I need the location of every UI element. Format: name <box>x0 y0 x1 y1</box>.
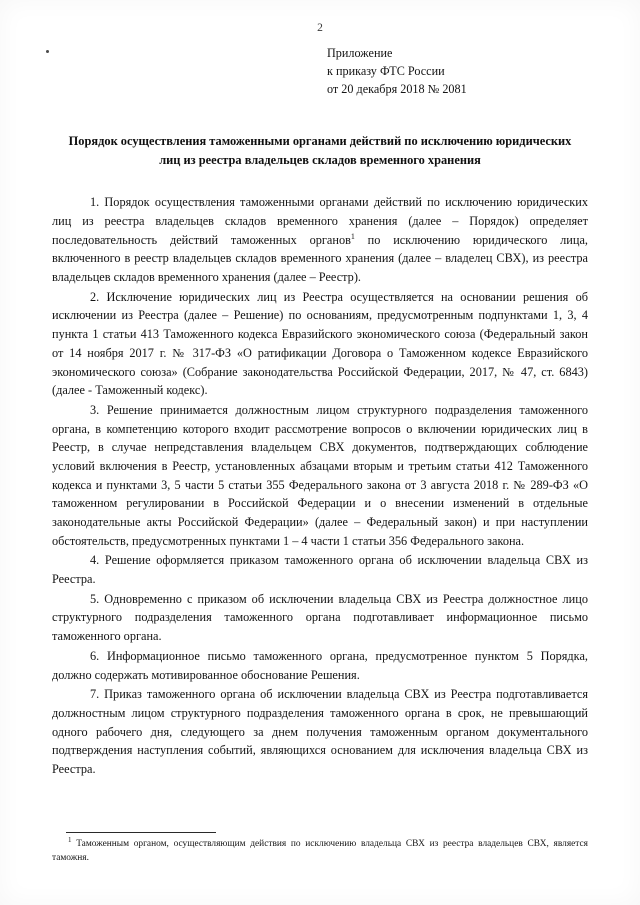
approval-line-1: Приложение <box>327 46 393 60</box>
document-title: Порядок осуществления таможенными органами действий по исключению юридических лиц из реестра владельцев складов временного хранения <box>68 134 572 167</box>
footnote-divider <box>66 832 216 833</box>
paragraph-3: 3. Решение принимается должностным лицом структурного подразделения таможенного органа, в компетенцию которого входит рассмотрение вопросов о включении юридических лиц в Реестр, в случае непредставления владельцем СВХ документов, подтверждающих соблюдение условий включения в Реестр, установленных абзацами вторым и третьим статьи 412 Таможенного кодекса и пунктами 3, 5 части 5 статьи 355 Федерального закона от 3 августа 2018 г. № 289-ФЗ «О таможенном регулировании в Российской Федерации и о внесении изменений в отдельные законодательные акты Российской Федерации» (далее – Федеральный закон) и при наступлении обстоятельств, предусмотренных пунктами 1 – 4 части 1 статьи 356 Федерального закона. <box>52 402 588 548</box>
footnote-section <box>52 832 588 865</box>
paragraph-5: 5. Одновременно с приказом об исключении владельца СВХ из Реестра должностное лицо структурного подразделения таможенного органа подготавливает информационное письмо таможенного органа. <box>52 591 588 644</box>
page-number: 2 <box>317 22 323 34</box>
paragraph-7: 7. Приказ таможенного органа об исключении владельца СВХ из Реестра подготавливается должностным лицом структурного подразделения таможенного органа в срок, не превышающий одного рабочего дня, следующего за днем получения таможенным органом документального подтверждения наступления событий, являющихся основанием для исключения владельца СВХ из Реестра. <box>52 687 588 776</box>
stray-ink-mark <box>46 50 49 53</box>
paragraph-6: 6. Информационное письмо таможенного органа, предусмотренное пунктом 5 Порядка, должно содержать мотивированное обоснование Решения. <box>52 648 588 682</box>
paragraph-4: 4. Решение оформляется приказом таможенного органа об исключении владельца СВХ из Реестра. <box>52 553 588 587</box>
page-content <box>52 44 588 780</box>
approval-line-3: от 20 декабря 2018 № 2081 <box>327 82 467 97</box>
approval-line-2: к приказу ФТС России <box>327 64 445 79</box>
document-body <box>52 193 588 778</box>
footnote-text: $^1$ Таможенным органом, осуществляющим действия по исключению владельца СВХ из реестра владельцев СВХ, является таможня. <box>52 835 588 863</box>
paragraph-1: 1. Порядок осуществления таможенными органами действий по исключению юридических лиц из реестра владельцев складов временного хранения (далее – Порядок) определяет последовательность действий таможенных органов$^1$ по исключению юридического лица, включенного в реестр владельцев складов временного хранения (далее – владелец СВХ), из реестра владельцев складов временного хранения (далее – Реестр). <box>52 195 588 285</box>
paragraph-2: 2. Исключение юридических лиц из Реестра осуществляется на основании решения об исключении из Реестра (далее – Решение) по основаниям, предусмотренным подпунктами 1, 3, 4 пункта 1 статьи 413 Таможенного кодекса Евразийского экономического союза (Федеральный закон от 14 ноября 2017 г. № 317-ФЗ «О ратификации Договора о Таможенном кодексе Евразийского экономического союза» (Собрание законодательства Российской Федерации, 2017, № 47, ст. 6843) (далее - Таможенный кодекс). <box>52 289 588 398</box>
approval-block <box>327 44 588 98</box>
